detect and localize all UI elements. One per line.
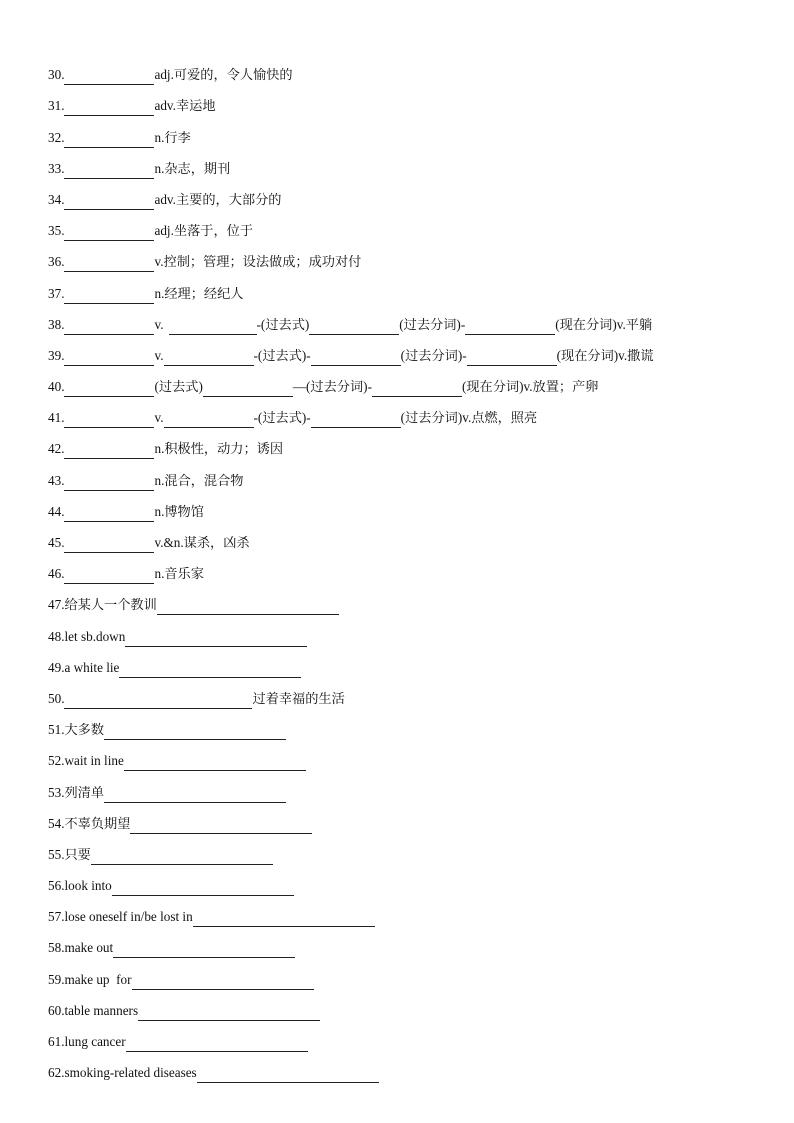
answer-blank[interactable] <box>64 506 154 522</box>
item-30 <box>48 54 774 85</box>
item-definition: adv.主要的，大部分的 <box>154 191 282 207</box>
item-definition: adv.幸运地 <box>154 98 216 114</box>
item-phrase: lose oneself in/be lost in <box>64 909 193 925</box>
answer-blank[interactable] <box>64 225 154 241</box>
item-number: 32. <box>48 129 65 145</box>
item-number: 39. <box>48 347 65 363</box>
item-number: 30. <box>48 67 65 83</box>
answer-blank[interactable] <box>64 100 154 116</box>
item-label: (过去式) <box>154 379 203 395</box>
item-number: 61. <box>48 1034 65 1049</box>
answer-blank[interactable] <box>193 911 375 927</box>
answer-blank[interactable] <box>64 319 154 335</box>
answer-blank[interactable] <box>113 942 295 958</box>
item-58 <box>48 927 774 958</box>
item-51 <box>48 709 774 740</box>
answer-blank[interactable] <box>64 537 154 553</box>
answer-blank[interactable] <box>157 599 339 615</box>
item-label: v. <box>154 347 164 363</box>
answer-blank[interactable] <box>465 319 555 335</box>
item-phrase: lung cancer <box>64 1034 126 1049</box>
answer-blank[interactable] <box>311 350 401 366</box>
answer-blank[interactable] <box>64 194 154 210</box>
item-definition: v.控制；管理；设法做成；成功对付 <box>154 254 362 270</box>
item-31 <box>48 85 774 116</box>
answer-blank[interactable] <box>64 163 154 179</box>
answer-blank[interactable] <box>64 350 154 366</box>
item-definition: n.混合，混合物 <box>154 472 244 488</box>
item-number: 38. <box>48 316 65 332</box>
item-38 <box>48 304 774 335</box>
item-62 <box>48 1052 774 1083</box>
item-label: v. <box>154 316 164 332</box>
item-33 <box>48 148 774 179</box>
answer-blank[interactable] <box>64 288 154 304</box>
item-61 <box>48 1021 774 1052</box>
item-number: 35. <box>48 223 65 239</box>
answer-blank[interactable] <box>64 256 154 272</box>
item-phrase: 只要 <box>64 846 91 862</box>
item-45 <box>48 522 774 553</box>
item-59 <box>48 958 774 989</box>
item-60 <box>48 990 774 1021</box>
item-definition: n.行李 <box>154 129 191 145</box>
item-definition: n.经理；经纪人 <box>154 285 244 301</box>
item-definition: n.积极性，动力；诱因 <box>154 441 284 457</box>
item-number: 53. <box>48 784 65 800</box>
answer-blank[interactable] <box>64 568 154 584</box>
item-32 <box>48 116 774 147</box>
item-phrase: 给某人一个教训 <box>64 597 157 613</box>
item-phrase: 不辜负期望 <box>64 815 131 831</box>
item-number: 48. <box>48 628 65 644</box>
item-phrase: smoking-related diseases <box>64 1065 197 1081</box>
item-54 <box>48 803 774 834</box>
item-number: 36. <box>48 254 65 270</box>
answer-blank[interactable] <box>104 787 286 803</box>
item-56 <box>48 865 774 896</box>
item-47 <box>48 584 774 615</box>
answer-blank[interactable] <box>138 1005 320 1021</box>
item-53 <box>48 771 774 802</box>
answer-blank[interactable] <box>64 412 154 428</box>
item-number: 56. <box>48 878 65 894</box>
item-number: 43. <box>48 472 65 488</box>
item-number: 41. <box>48 410 65 426</box>
item-48 <box>48 615 774 646</box>
item-number: 62. <box>48 1065 65 1081</box>
item-number: 59. <box>48 971 65 987</box>
answer-blank[interactable] <box>64 132 154 148</box>
item-41 <box>48 397 774 428</box>
item-number: 40. <box>48 379 65 395</box>
item-number: 34. <box>48 191 65 207</box>
item-number: 58. <box>48 940 65 956</box>
item-57 <box>48 896 774 927</box>
item-label: (过去分词)- <box>399 316 466 332</box>
item-number: 42. <box>48 441 65 457</box>
answer-blank[interactable] <box>132 974 314 990</box>
item-label: (现在分词)v.撒谎 <box>556 347 654 363</box>
item-definition: adj.可爱的，令人愉快的 <box>154 67 293 83</box>
answer-blank[interactable] <box>64 443 154 459</box>
item-definition: n.杂志，期刊 <box>154 160 231 176</box>
item-55 <box>48 834 774 865</box>
item-50 <box>48 678 774 709</box>
answer-blank[interactable] <box>64 475 154 491</box>
item-label: -(过去式)- <box>253 410 311 426</box>
answer-blank[interactable] <box>197 1067 379 1083</box>
item-number: 60. <box>48 1002 65 1018</box>
item-label: (过去分词)- <box>400 347 467 363</box>
exercise-list <box>48 54 774 1083</box>
item-phrase: wait in line <box>64 753 124 769</box>
item-44 <box>48 491 774 522</box>
item-phrase: 列清单 <box>64 784 105 800</box>
item-label: -(过去式) <box>256 316 310 332</box>
answer-blank[interactable] <box>164 412 254 428</box>
item-43 <box>48 459 774 490</box>
answer-blank[interactable] <box>130 818 312 834</box>
item-number: 44. <box>48 503 65 519</box>
answer-blank[interactable] <box>64 69 154 85</box>
item-34 <box>48 179 774 210</box>
answer-blank[interactable] <box>126 1036 308 1052</box>
item-42 <box>48 428 774 459</box>
answer-blank[interactable] <box>91 849 273 865</box>
item-46 <box>48 553 774 584</box>
item-35 <box>48 210 774 241</box>
item-definition: adj.坐落于，位于 <box>154 223 254 239</box>
item-number: 33. <box>48 160 65 176</box>
item-number: 49. <box>48 659 65 675</box>
item-label: v. <box>154 410 164 426</box>
item-phrase: 过着幸福的生活 <box>252 690 345 706</box>
item-definition: n.博物馆 <box>154 503 204 519</box>
item-number: 54. <box>48 815 65 831</box>
item-number: 55. <box>48 846 65 862</box>
item-label: (现在分词)v.放置；产卵 <box>461 379 599 395</box>
item-40 <box>48 366 774 397</box>
item-36 <box>48 241 774 272</box>
item-phrase: make up for <box>64 971 132 987</box>
item-phrase: a white lie <box>64 659 120 675</box>
answer-blank[interactable] <box>125 631 307 647</box>
answer-blank[interactable] <box>372 381 462 397</box>
item-39 <box>48 335 774 366</box>
item-number: 31. <box>48 98 65 114</box>
item-phrase: 大多数 <box>64 722 105 738</box>
answer-blank[interactable] <box>64 693 252 709</box>
item-number: 57. <box>48 909 65 925</box>
answer-blank[interactable] <box>309 319 399 335</box>
item-number: 46. <box>48 566 65 582</box>
answer-blank[interactable] <box>164 350 254 366</box>
answer-blank[interactable] <box>124 755 306 771</box>
item-number: 37. <box>48 285 65 301</box>
item-number: 50. <box>48 690 65 706</box>
answer-blank[interactable] <box>64 381 154 397</box>
answer-blank[interactable] <box>203 381 293 397</box>
item-definition: v.&n.谋杀，凶杀 <box>154 535 250 550</box>
item-label: —(过去分词)- <box>292 379 372 395</box>
item-phrase: make out <box>64 940 114 956</box>
item-phrase: table manners <box>64 1002 139 1018</box>
item-number: 45. <box>48 535 65 550</box>
item-label: (现在分词)v.平躺 <box>555 316 653 332</box>
answer-blank[interactable] <box>311 412 401 428</box>
item-definition: n.音乐家 <box>154 566 204 582</box>
item-number: 52. <box>48 753 65 769</box>
answer-blank[interactable] <box>112 880 294 896</box>
answer-blank[interactable] <box>104 724 286 740</box>
answer-blank[interactable] <box>467 350 557 366</box>
item-52 <box>48 740 774 771</box>
item-number: 51. <box>48 722 65 738</box>
item-49 <box>48 647 774 678</box>
answer-blank[interactable] <box>119 662 301 678</box>
item-phrase: let sb.down <box>64 628 126 644</box>
item-37 <box>48 272 774 303</box>
answer-blank[interactable] <box>169 319 257 335</box>
item-label: -(过去式)- <box>253 347 311 363</box>
item-label: (过去分词)v.点燃，照亮 <box>400 410 538 426</box>
item-number: 47. <box>48 597 65 613</box>
item-phrase: look into <box>64 878 112 894</box>
